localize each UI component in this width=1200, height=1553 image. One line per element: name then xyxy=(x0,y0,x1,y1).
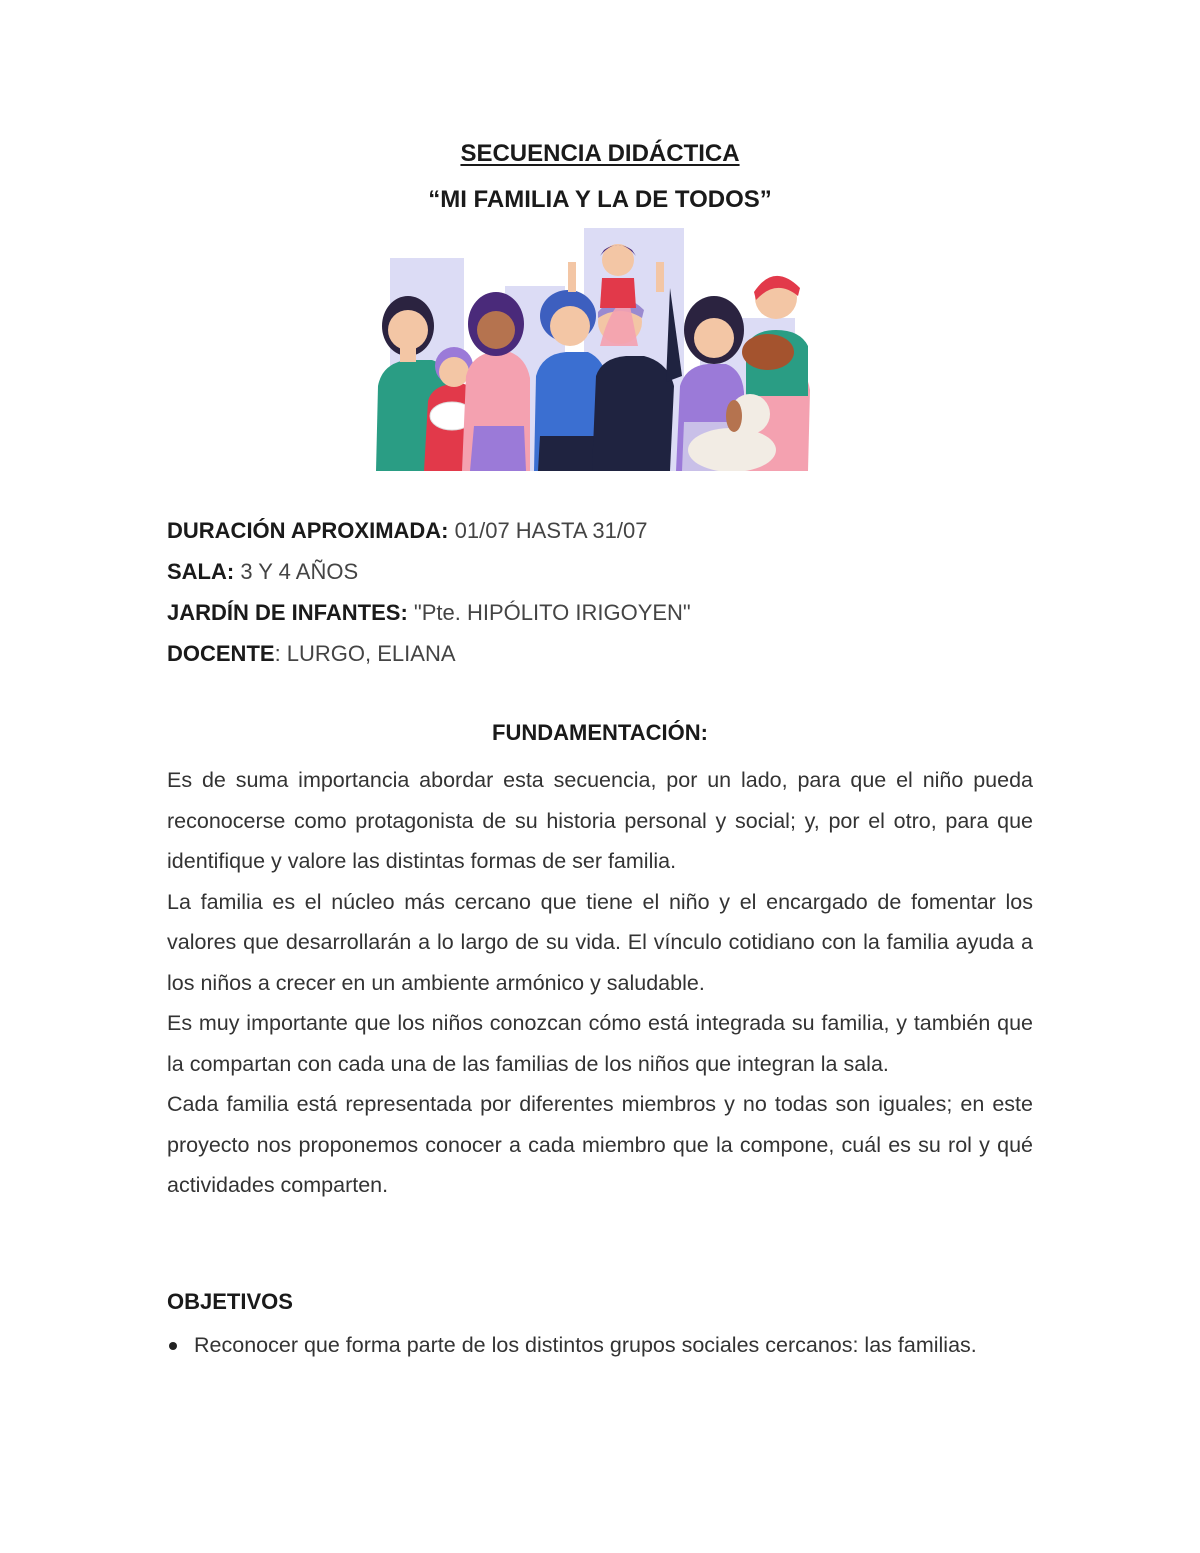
objetivo-text: Reconocer que forma parte de los distintos grupos sociales cercanos: las familias. xyxy=(194,1333,977,1357)
paragraph: Es muy importante que los niños conozcan cómo está integrada su familia, y también que la compartan con cada una de las familias de los niños que integran la sala. xyxy=(167,1011,1033,1076)
duracion-label: DURACIÓN APROXIMADA: xyxy=(167,518,449,543)
jardin-value: "Pte. HIPÓLITO IRIGOYEN" xyxy=(407,600,691,625)
sala-label: SALA: xyxy=(167,559,235,584)
docente-line xyxy=(167,639,1033,680)
jardin-line xyxy=(167,598,1033,639)
paragraph: Es de suma importancia abordar esta secuencia, por un lado, para que el niño pueda reconocerse como protagonista de su historia personal y social; y, por el otro, para que identifique y valore las distintas formas de ser familia. xyxy=(167,768,1033,873)
list-item xyxy=(167,1325,1033,1366)
document-subtitle: “MI FAMILIA Y LA DE TODOS” xyxy=(428,186,772,213)
family-group-illustration xyxy=(370,226,816,471)
docente-value: : LURGO, ELIANA xyxy=(274,641,456,666)
jardin-label: JARDÍN DE INFANTES: xyxy=(167,600,408,625)
objetivos-heading: OBJETIVOS xyxy=(167,1289,293,1314)
paragraph: La familia es el núcleo más cercano que tiene el niño y el encargado de fomentar los valores que desarrollarán a lo largo de su vida. El vínculo cotidiano con la familia ayuda a los niños a crecer en un ambiente armónico y saludable. xyxy=(167,889,1033,995)
bullet-icon xyxy=(167,1325,194,1366)
duracion-line xyxy=(167,516,1033,557)
docente-label: DOCENTE xyxy=(167,641,275,666)
sala-line xyxy=(167,557,1033,598)
objetivos-list xyxy=(167,1325,1033,1366)
document-details xyxy=(167,516,1033,680)
fundamentacion-body xyxy=(167,760,1033,1206)
document-title: SECUENCIA DIDÁCTICA xyxy=(460,140,740,167)
sala-value: 3 Y 4 AÑOS xyxy=(234,559,359,584)
fundamentacion-heading: FUNDAMENTACIÓN: xyxy=(492,720,708,745)
paragraph: Cada familia está representada por diferentes miembros y no todas son iguales; en este proyecto nos proponemos conocer a cada miembro que la compone, cuál es su rol y qué actividades comparten. xyxy=(167,1092,1033,1197)
duracion-value: 01/07 HASTA 31/07 xyxy=(448,518,648,543)
